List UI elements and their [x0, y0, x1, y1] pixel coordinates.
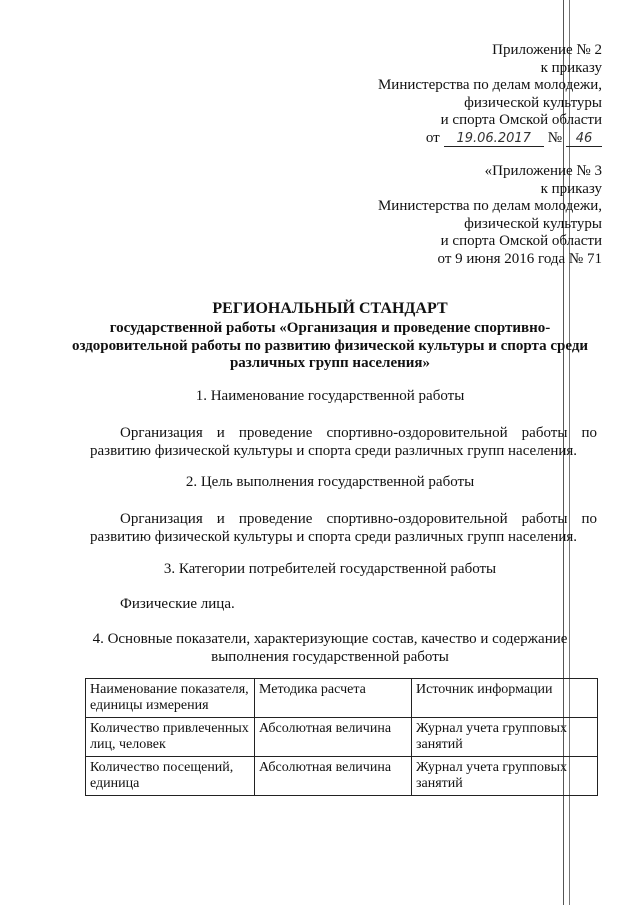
table-header-row [86, 679, 598, 718]
appendix-line: Приложение № 2 [492, 42, 602, 58]
section-text: Физические лица. [120, 596, 235, 612]
table-row [86, 718, 598, 757]
appendix-line: и спорта Омской области [440, 233, 602, 249]
section-heading: 4. Основные показатели, характеризующие состав, качество и содержание выполнения государственной работы [92, 631, 568, 665]
appendix-line: Министерства по делам молодежи, [377, 198, 602, 214]
appendix-line: к приказу [540, 59, 602, 76]
table-row [86, 757, 598, 796]
handwritten-date: 19.06.2017 [444, 131, 544, 147]
appendix-line: физической культуры [464, 94, 602, 111]
table-cell: Количество привлеченных лиц, человек [86, 718, 255, 757]
appendix-3-header [378, 163, 602, 268]
number-label: № [547, 129, 562, 146]
appendix-line: физической культуры [464, 215, 602, 232]
section-text: Организация и проведение спортивно-оздоровительной работы по развитию физической культуры и спорта среди различных групп населения. [90, 425, 597, 459]
section-text: Организация и проведение спортивно-оздоровительной работы по развитию физической культуры и спорта среди различных групп населения. [90, 511, 597, 545]
document-subtitle: государственной работы «Организация и проведение спортивно-оздоровительной работы по развитию физической культуры и спорта среди различных групп населения» [71, 320, 589, 371]
indicators-table [85, 678, 598, 796]
appendix-line: и спорта Омской области [440, 112, 602, 128]
table-cell: Количество посещений, единица [86, 757, 255, 796]
table-header-cell: Наименование показателя, единицы измерения [86, 679, 255, 718]
table-header-cell: Методика расчета [255, 679, 412, 718]
table-cell: Абсолютная величина [255, 757, 412, 796]
section-heading: 3. Категории потребителей государственной работы [163, 561, 497, 577]
appendix-line: «Приложение № 3 [484, 163, 602, 179]
table-cell: Абсолютная величина [255, 718, 412, 757]
appendix-line: от 9 июня 2016 года № 71 [437, 250, 602, 267]
table-header-cell: Источник информации [412, 679, 598, 718]
appendix-2-header [378, 42, 602, 147]
section-heading: 1. Наименование государственной работы [195, 388, 465, 404]
document-title: РЕГИОНАЛЬНЫЙ СТАНДАРТ [212, 300, 448, 317]
section-heading: 2. Цель выполнения государственной работы [185, 474, 475, 490]
from-label: от [425, 129, 440, 146]
handwritten-number: 46 [566, 131, 602, 147]
order-date-row [426, 130, 602, 148]
table-cell: Журнал учета групповых занятий [412, 718, 598, 757]
appendix-line: к приказу [540, 180, 602, 197]
table-cell: Журнал учета групповых занятий [412, 757, 598, 796]
appendix-line: Министерства по делам молодежи, [377, 77, 602, 93]
